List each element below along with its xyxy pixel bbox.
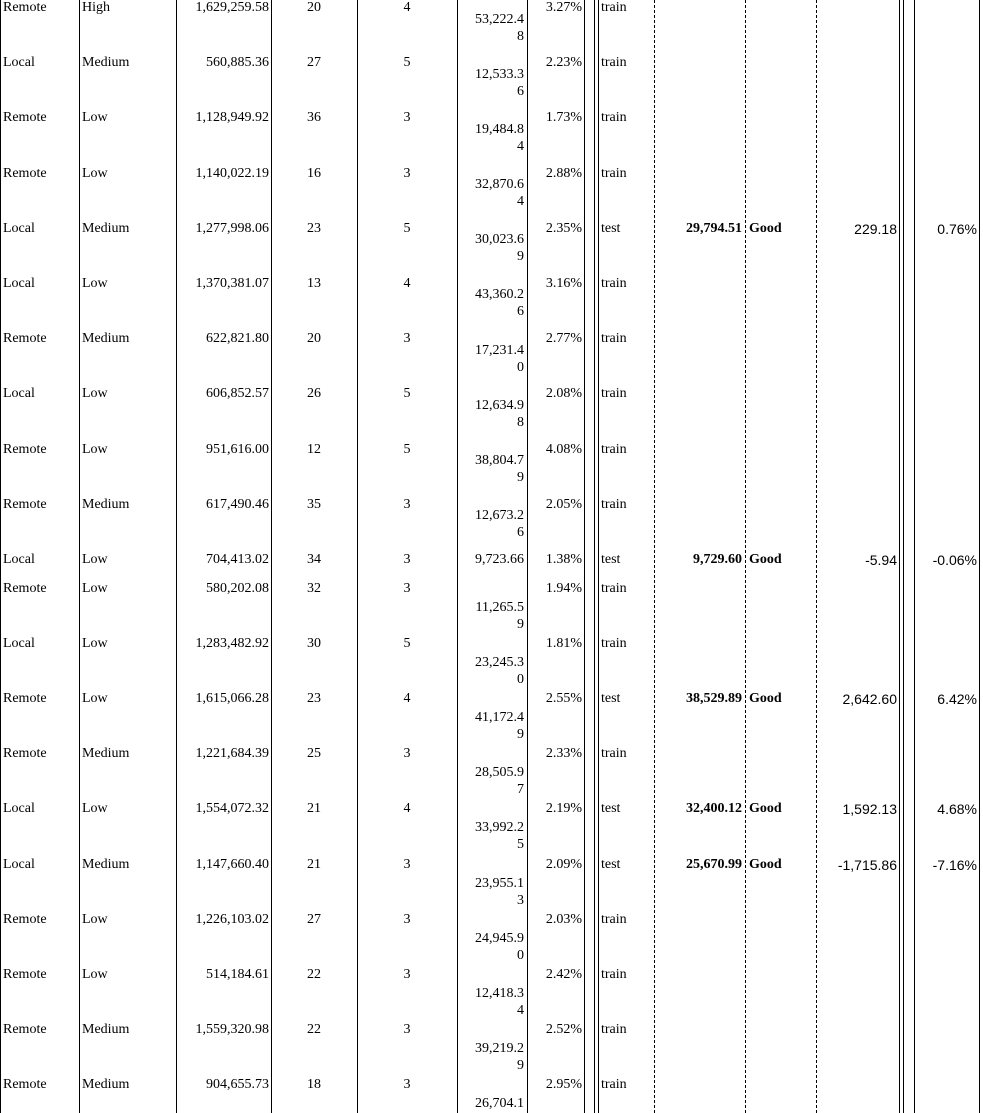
cell-n2: 3 [403, 857, 411, 872]
cell-rating: Good [749, 221, 782, 236]
cell-n1: 20 [307, 0, 321, 15]
cell-n2: 3 [403, 331, 411, 346]
cell-diff: 2,642.60 [842, 691, 897, 707]
wrapped-amount-line: 4 [517, 194, 524, 209]
wrapped-amount-line: 17,231.4 [475, 343, 524, 358]
cell-n2: 3 [403, 912, 411, 927]
cell-level: Medium [82, 857, 130, 872]
cell-n1: 22 [307, 967, 321, 982]
cell-diffpct: 0.76% [937, 221, 977, 237]
wrapped-amount-line: 0 [517, 948, 524, 963]
cell-n1: 35 [307, 497, 321, 512]
cell-n2: 5 [403, 442, 411, 457]
cell-n1: 26 [307, 386, 321, 401]
wrapped-amount-line: 19,484.8 [475, 122, 524, 137]
wrapped-amount-line: 30,023.6 [475, 232, 524, 247]
cell-n2: 5 [403, 55, 411, 70]
cell-level: Low [82, 552, 108, 567]
cell-n2: 3 [403, 552, 411, 567]
cell-split: test [601, 691, 621, 706]
cell-level: Low [82, 801, 108, 816]
cell-level: Medium [82, 55, 130, 70]
cell-pct: 2.19% [545, 801, 582, 816]
cell-diff: 1,592.13 [842, 801, 897, 817]
wrapped-amount-line: 9 [517, 727, 524, 742]
wrapped-amount-line: 23,955.1 [475, 876, 524, 891]
cell-value: 617,490.46 [206, 497, 269, 512]
cell-split: train [601, 55, 627, 70]
cell-mode: Local [3, 857, 35, 872]
cell-n2: 4 [403, 0, 411, 15]
cell-rating: Good [749, 801, 782, 816]
cell-n2: 5 [403, 386, 411, 401]
cell-split: train [601, 1077, 627, 1092]
cell-n2: 4 [403, 276, 411, 291]
cell-value: 1,140,022.19 [195, 166, 269, 181]
cell-pred: 38,529.89 [686, 691, 742, 706]
cell-pct: 1.81% [545, 636, 582, 651]
cell-pred: 29,794.51 [686, 221, 742, 236]
wrapped-amount-line: 4 [517, 139, 524, 154]
cell-split: train [601, 967, 627, 982]
wrapped-amount-line: 6 [517, 304, 524, 319]
cell-value: 1,559,320.98 [195, 1022, 269, 1037]
cell-value: 904,655.73 [206, 1077, 269, 1092]
cell-n1: 18 [307, 1077, 321, 1092]
cell-pct: 2.05% [545, 497, 582, 512]
cell-level: Low [82, 386, 108, 401]
cell-value: 560,885.36 [206, 55, 269, 70]
cell-pct: 2.42% [545, 967, 582, 982]
cell-mode: Remote [3, 166, 47, 181]
wrapped-amount-line: 23,245.3 [475, 655, 524, 670]
cell-level: Low [82, 636, 108, 651]
wrapped-amount-line: 28,505.9 [475, 765, 524, 780]
cell-n2: 4 [403, 691, 411, 706]
table-row [0, 746, 983, 766]
wrapped-amount-line: 32,870.6 [475, 177, 524, 192]
cell-n2: 3 [403, 967, 411, 982]
cell-rating: Good [749, 552, 782, 567]
cell-n1: 32 [307, 581, 321, 596]
cell-value: 951,616.00 [206, 442, 269, 457]
cell-pct: 1.38% [545, 552, 582, 567]
cell-n2: 3 [403, 166, 411, 181]
cell-value: 580,202.08 [206, 581, 269, 596]
cell-mode: Remote [3, 746, 47, 761]
cell-n2: 3 [403, 581, 411, 596]
cell-level: Low [82, 912, 108, 927]
cell-split: train [601, 497, 627, 512]
wrapped-amount-line: 39,219.2 [475, 1041, 524, 1056]
cell-mode: Local [3, 801, 35, 816]
cell-level: Low [82, 442, 108, 457]
cell-level: Low [82, 581, 108, 596]
wrapped-amount-line: 6 [517, 84, 524, 99]
table-row [0, 552, 983, 572]
cell-pct: 2.09% [545, 857, 582, 872]
cell-pct: 2.88% [545, 166, 582, 181]
cell-mode: Remote [3, 581, 47, 596]
wrapped-amount-line: 3 [517, 893, 524, 908]
wrapped-amount-line: 11,265.5 [475, 600, 524, 615]
wrapped-amount-line: 12,673.2 [475, 508, 524, 523]
cell-mode: Local [3, 276, 35, 291]
cell-n1: 21 [307, 801, 321, 816]
cell-value: 1,554,072.32 [195, 801, 269, 816]
cell-pct: 2.23% [545, 55, 582, 70]
cell-split: test [601, 221, 621, 236]
cell-level: Low [82, 166, 108, 181]
cell-mode: Local [3, 386, 35, 401]
cell-level: Medium [82, 746, 130, 761]
wrapped-amount-line: 0 [517, 360, 524, 375]
cell-value: 1,370,381.07 [195, 276, 269, 291]
cell-value: 606,852.57 [206, 386, 269, 401]
cell-mode: Remote [3, 110, 47, 125]
cell-n1: 21 [307, 857, 321, 872]
cell-mode: Local [3, 55, 35, 70]
cell-split: train [601, 276, 627, 291]
table-row [0, 857, 983, 877]
wrapped-amount-line: 9 [517, 249, 524, 264]
cell-n2: 3 [403, 1077, 411, 1092]
cell-split: test [601, 552, 621, 567]
cell-pct: 4.08% [545, 442, 582, 457]
cell-pred: 9,729.60 [693, 552, 742, 567]
cell-level: Medium [82, 331, 130, 346]
cell-mode: Remote [3, 0, 47, 15]
wrapped-amount-line: 7 [517, 782, 524, 797]
table-row [0, 691, 983, 711]
cell-n1: 25 [307, 746, 321, 761]
wrapped-amount-line: 53,222.4 [475, 12, 524, 27]
wrapped-amount-line: 9 [517, 470, 524, 485]
cell-pct: 3.27% [545, 0, 582, 15]
wrapped-amount-line: 26,704.1 [475, 1096, 524, 1111]
cell-n2: 4 [403, 801, 411, 816]
cell-value: 1,128,949.92 [195, 110, 269, 125]
cell-split: train [601, 442, 627, 457]
cell-level: Medium [82, 497, 130, 512]
wrapped-amount-line: 12,533.3 [475, 67, 524, 82]
cell-split: train [601, 581, 627, 596]
wrapped-amount-line: 9 [517, 617, 524, 632]
cell-split: test [601, 801, 621, 816]
cell-pct: 2.03% [545, 912, 582, 927]
cell-split: train [601, 166, 627, 181]
cell-rating: Good [749, 691, 782, 706]
wrapped-amount-line: 6 [517, 525, 524, 540]
table-row [0, 1077, 983, 1097]
cell-mode: Local [3, 636, 35, 651]
cell-split: train [601, 746, 627, 761]
cell-value: 1,629,259.58 [195, 0, 269, 15]
wrapped-amount-line: 9 [517, 1058, 524, 1073]
cell-split: train [601, 0, 627, 15]
cell-amount: 9,723.66 [475, 552, 524, 567]
wrapped-amount-line: 24,945.9 [475, 931, 524, 946]
cell-n1: 23 [307, 691, 321, 706]
cell-n1: 34 [307, 552, 321, 567]
cell-value: 1,283,482.92 [195, 636, 269, 651]
wrapped-amount-line: 38,804.7 [475, 453, 524, 468]
cell-level: Medium [82, 1077, 130, 1092]
cell-mode: Local [3, 552, 35, 567]
cell-pct: 2.33% [545, 746, 582, 761]
cell-value: 1,277,998.06 [195, 221, 269, 236]
cell-n2: 5 [403, 221, 411, 236]
cell-n1: 20 [307, 331, 321, 346]
cell-diff: -5.94 [865, 552, 897, 568]
cell-mode: Remote [3, 967, 47, 982]
cell-diffpct: -7.16% [932, 857, 977, 873]
cell-mode: Remote [3, 497, 47, 512]
cell-n1: 12 [307, 442, 321, 457]
cell-n2: 3 [403, 1022, 411, 1037]
cell-pct: 2.95% [545, 1077, 582, 1092]
cell-n2: 5 [403, 636, 411, 651]
wrapped-amount-line: 0 [517, 672, 524, 687]
wrapped-amount-line: 8 [517, 29, 524, 44]
cell-n1: 36 [307, 110, 321, 125]
wrapped-amount-line: 8 [517, 415, 524, 430]
cell-split: train [601, 636, 627, 651]
cell-pred: 32,400.12 [686, 801, 742, 816]
cell-n1: 27 [307, 55, 321, 70]
wrapped-amount-line: 12,634.9 [475, 398, 524, 413]
table-row [0, 967, 983, 987]
table-row [0, 912, 983, 932]
cell-n1: 13 [307, 276, 321, 291]
cell-mode: Local [3, 221, 35, 236]
cell-split: train [601, 1022, 627, 1037]
cell-value: 1,221,684.39 [195, 746, 269, 761]
cell-n1: 22 [307, 1022, 321, 1037]
table-row [0, 801, 983, 821]
cell-split: train [601, 386, 627, 401]
cell-diff: 229.18 [854, 221, 897, 237]
cell-level: High [82, 0, 110, 15]
cell-n1: 23 [307, 221, 321, 236]
cell-split: train [601, 331, 627, 346]
table-row [0, 636, 983, 656]
cell-pct: 2.08% [545, 386, 582, 401]
cell-pred: 25,670.99 [686, 857, 742, 872]
cell-diffpct: 6.42% [937, 691, 977, 707]
cell-n2: 3 [403, 110, 411, 125]
cell-pct: 1.94% [545, 581, 582, 596]
wrapped-amount-line: 41,172.4 [475, 710, 524, 725]
cell-mode: Remote [3, 912, 47, 927]
cell-n1: 16 [307, 166, 321, 181]
cell-value: 514,184.61 [206, 967, 269, 982]
wrapped-amount-line: 12,418.3 [475, 986, 524, 1001]
cell-mode: Remote [3, 691, 47, 706]
cell-diffpct: 4.68% [937, 801, 977, 817]
cell-split: train [601, 110, 627, 125]
cell-n1: 27 [307, 912, 321, 927]
cell-value: 622,821.80 [206, 331, 269, 346]
cell-level: Medium [82, 221, 130, 236]
cell-n2: 3 [403, 497, 411, 512]
cell-pct: 2.77% [545, 331, 582, 346]
wrapped-amount-line: 4 [517, 1003, 524, 1018]
cell-value: 1,226,103.02 [195, 912, 269, 927]
cell-diff: -1,715.86 [837, 857, 897, 873]
cell-value: 704,413.02 [206, 552, 269, 567]
cell-split: train [601, 912, 627, 927]
cell-split: test [601, 857, 621, 872]
cell-pct: 1.73% [545, 110, 582, 125]
cell-pct: 2.55% [545, 691, 582, 706]
cell-n2: 3 [403, 746, 411, 761]
cell-n1: 30 [307, 636, 321, 651]
cell-pct: 3.16% [545, 276, 582, 291]
cell-mode: Remote [3, 1022, 47, 1037]
cell-level: Low [82, 967, 108, 982]
wrapped-amount-line: 33,992.2 [475, 820, 524, 835]
cell-value: 1,147,660.40 [195, 857, 269, 872]
cell-pct: 2.52% [545, 1022, 582, 1037]
cell-mode: Remote [3, 331, 47, 346]
cell-value: 1,615,066.28 [195, 691, 269, 706]
wrapped-amount-line: 5 [517, 837, 524, 852]
table-row [0, 1022, 983, 1042]
cell-level: Low [82, 110, 108, 125]
cell-pct: 2.35% [545, 221, 582, 236]
cell-level: Low [82, 276, 108, 291]
cell-level: Medium [82, 1022, 130, 1037]
table-row [0, 581, 983, 601]
cell-diffpct: -0.06% [932, 552, 977, 568]
cell-level: Low [82, 691, 108, 706]
cell-mode: Remote [3, 1077, 47, 1092]
cell-mode: Remote [3, 442, 47, 457]
wrapped-amount-line: 43,360.2 [475, 287, 524, 302]
cell-rating: Good [749, 857, 782, 872]
